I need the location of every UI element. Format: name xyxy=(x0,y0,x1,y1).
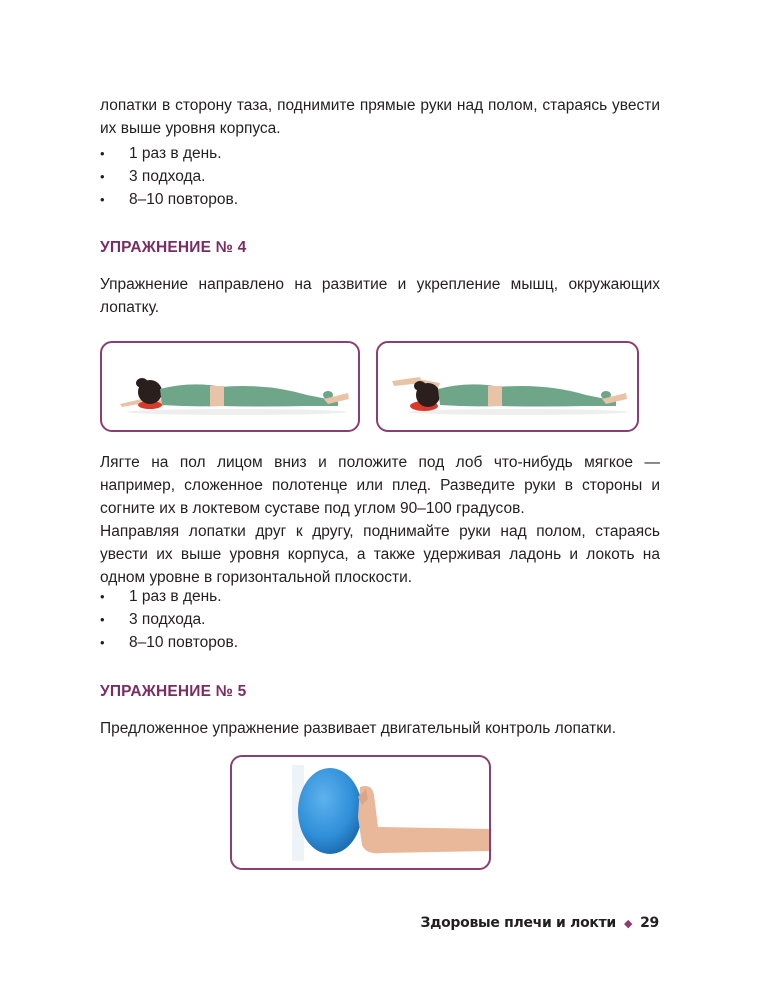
exercise-4-photo-end xyxy=(376,341,639,432)
exercise-4-photo-start xyxy=(100,341,360,432)
exercise-5-heading: УПРАЖНЕНИЕ № 5 xyxy=(100,683,247,700)
list-item: • 3 подхода. xyxy=(100,165,238,188)
exercise-4-instructions-1: Лягте на пол лицом вниз и положите под лоб что-нибудь мягкое — например, сложенное полотенце или плед. Разведите руки в стороны и согните их в локтевом суставе под углом 90–100 градусов. xyxy=(100,454,660,517)
exercise-5-photo xyxy=(230,755,491,870)
intro-bullet-list xyxy=(100,142,238,211)
hand-pressing-ball-illustration xyxy=(232,757,489,868)
list-item: • 3 подхода. xyxy=(100,608,238,631)
woman-lying-arms-down-illustration xyxy=(102,343,358,430)
exercise-5-description: Предложенное упражнение развивает двигательный контроль лопатки. xyxy=(100,720,617,737)
list-item: • 1 раз в день. xyxy=(100,142,238,165)
list-item: • 1 раз в день. xyxy=(100,585,238,608)
book-title: Здоровые плечи и локти xyxy=(420,915,616,931)
page-footer xyxy=(420,915,659,931)
exercise-4-heading: УПРАЖНЕНИЕ № 4 xyxy=(100,239,247,256)
woman-lying-arms-raised-illustration xyxy=(378,343,637,430)
exercise-4-description: Упражнение направлено на развитие и укрепление мышц, окружающих лопатку. xyxy=(100,276,660,316)
exercise-4-bullet-list xyxy=(100,585,238,654)
exercise-4-instructions-2: Направляя лопатки друг к другу, поднимайте руки над полом, стараясь увести их выше уровня корпуса, а также удерживая ладонь и локоть на одном уровне в горизонтальной плоскости. xyxy=(100,523,660,586)
list-item: • 8–10 повторов. xyxy=(100,631,238,654)
page-number: 29 xyxy=(640,915,659,931)
list-item: • 8–10 повторов. xyxy=(100,188,238,211)
diamond-separator-icon: ◆ xyxy=(623,917,633,930)
intro-continuation-text: лопатки в сторону таза, поднимите прямые руки над полом, стараясь увести их выше уровня корпуса. xyxy=(100,97,660,137)
